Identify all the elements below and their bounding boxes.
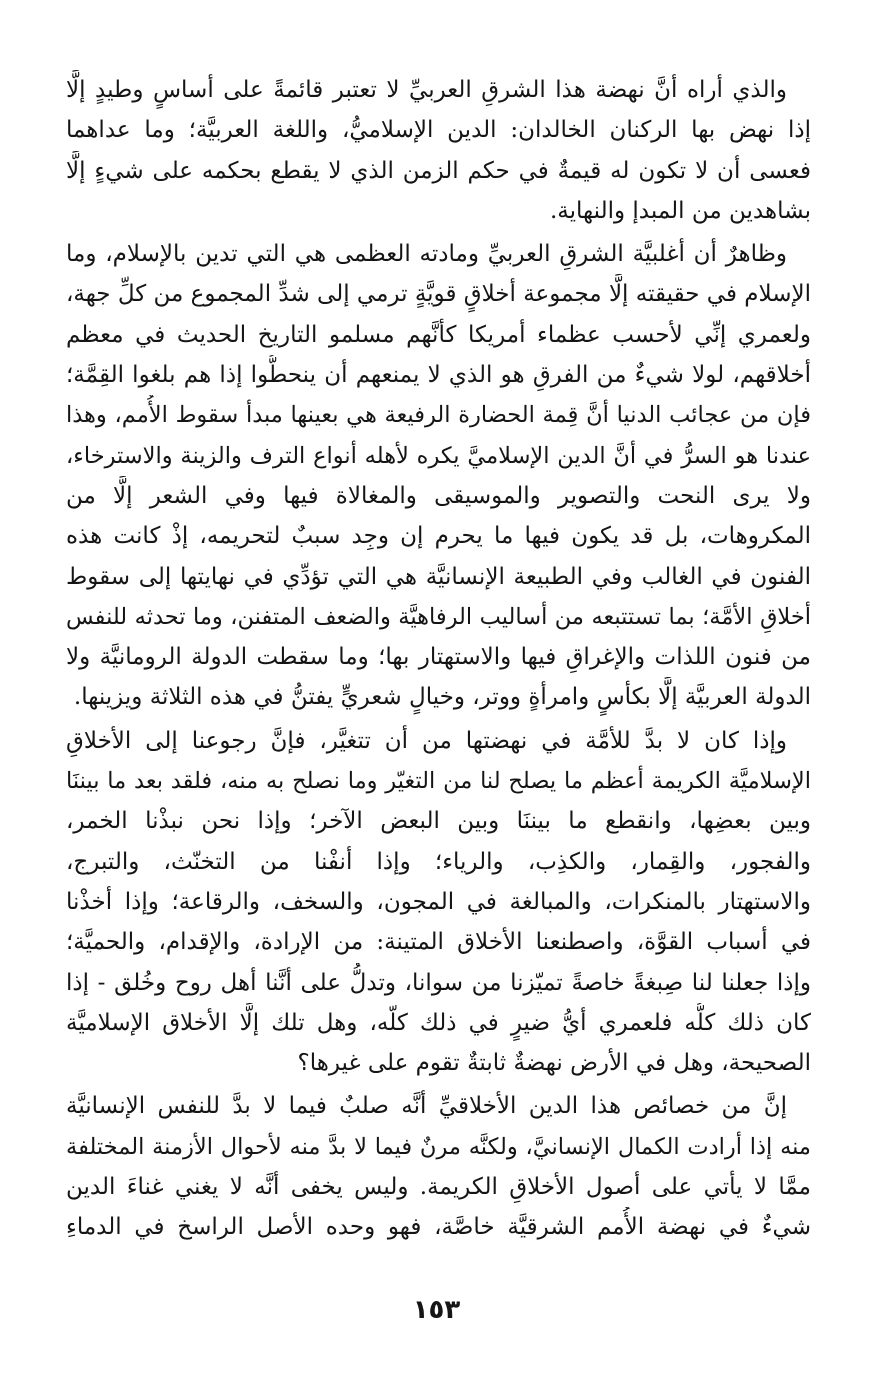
text-line: الإسلاميَّة الكريمة أعظم ما يصلح لنا من التغيّر وما نصلح به منه، فلقد بعد ما بيننَا — [66, 768, 811, 795]
text-line: ولا يرى النحت والتصوير والموسيقى والمغالاة فيها وفي الشعر إلَّا من — [66, 482, 811, 509]
text-line: وظاهرٌ أن أغلبيَّة الشرقِ العربيِّ ومادته العظمى هي التي تدين بالإسلام، وما — [66, 241, 787, 268]
text-line: فعسى أن لا تكون له قيمةٌ في حكم الزمن الذي لا يقطع بحكمه على شيءٍ إلَّا — [66, 157, 811, 184]
text-line: وإذا جعلنا لنا صِبغةً خاصةً تميّزنا من سوانا، وتدلُّ على أنَّنا أهل روح وخُلق - إذا — [66, 969, 811, 996]
text-line: الصحيحة، وهل في الأرض نهضةٌ ثابتةٌ تقوم على غيرها؟ — [297, 1050, 811, 1077]
text-line: عندنا هو السرُّ في أنَّ الدين الإسلاميَّ يكره لأهله أنواع الترف والزينة والاسترخاء، — [66, 442, 811, 469]
text-line: والاستهتار بالمنكرات، والمبالغة في المجون، والسخف، والرقاعة؛ وإذا أخذْنا — [66, 888, 811, 915]
text-line: الإسلام في حقيقته إلَّا مجموعة أخلاقٍ قويَّةٍ ترمي إلى شدِّ المجموع من كلِّ جهة، — [66, 281, 811, 308]
page-number: ١٥٣ — [412, 1295, 461, 1325]
text-line: في أسباب القوَّة، واصطنعنا الأخلاق المتينة: من الإرادة، والإقدام، والحميَّة؛ — [66, 929, 811, 956]
text-line: ممَّا لا يأتي على أصول الأخلاقِ الكريمة. وليس يخفى أنَّه لا يغني غناءَ الدين — [66, 1174, 811, 1201]
text-line: من فنون اللذات والإغراقِ فيها والاستهتار بها؛ وما سقطت الدولة الرومانيَّة ولا — [66, 644, 811, 671]
paragraph-4 — [66, 1086, 811, 1247]
text-line: أخلاقِ الأمَّة؛ بما تستتبعه من أساليب الرفاهيَّة والضعف المتفنن، وما تحدثه للنفس — [66, 603, 811, 630]
text-line: الدولة العربيَّة إلَّا بكأسٍ وامرأةٍ ووتر، وخيالٍ شعريٍّ يفتنُّ في هذه الثلاثة ويزينها. — [73, 684, 811, 711]
text-line: الفنون في الغالب وفي الطبيعة الإنسانيَّة هي التي تؤدِّي في نهايتها إلى سقوط — [66, 563, 811, 590]
body-text — [66, 70, 811, 1251]
paragraph-3 — [66, 721, 811, 1084]
text-line: والذي أراه أنَّ نهضة هذا الشرقِ العربيِّ لا تعتبر قائمةً على أساسٍ وطيدٍ إلَّا — [66, 77, 787, 103]
text-line: إذا نهض بها الركنان الخالدان: الدين الإسلاميُّ، واللغة العربيَّة؛ وما عداهما — [66, 117, 811, 144]
text-line: منه إذا أرادت الكمال الإنسانيَّ، ولكنَّه مرنٌ فيما لا بدَّ منه لأحوال الأزمنة المختلفة — [66, 1133, 811, 1160]
text-line: شيءٌ في نهضة الأُمم الشرقيَّة خاصَّة، فهو وحده الأصل الراسخ في الدماءِ — [66, 1214, 811, 1241]
text-line: ولعمري إنِّي لأحسب عظماء أمريكا كأنَّهم مسلمو التاريخ الحديث في معظم — [66, 321, 811, 348]
text-line: المكروهات، بل قد يكون فيها ما يحرم إن وجِد سببٌ لتحريمه، إذْ كانت هذه — [66, 523, 811, 550]
text-line: والفجور، والقِمار، والكذِب، والرياء؛ وإذا أنفْنا من التخنّث، والتبرج، — [66, 848, 811, 875]
text-line: إنَّ من خصائص هذا الدين الأخلاقيِّ أنَّه صلبٌ فيما لا بدَّ للنفس الإنسانيَّة — [66, 1093, 787, 1120]
text-line: فإن من عجائب الدنيا أنَّ قِمة الحضارة الرفيعة هي بعينها مبدأ سقوط الأُمم، وهذا — [66, 402, 811, 429]
text-line: بشاهدين من المبدإ والنهاية. — [550, 197, 811, 224]
text-line: وإذا كان لا بدَّ للأمَّة في نهضتها من أن تتغيَّر، فإنَّ رجوعنا إلى الأخلاقِ — [66, 727, 787, 754]
text-line: أخلاقهم، لولا شيءٌ من الفرقِ هو الذي لا يمنعهم أن ينحطُّوا إذا هم بلغوا القِمَّة؛ — [66, 362, 811, 389]
paragraph-1 — [66, 70, 811, 231]
text-line: كان ذلك كلُّه فلعمري أيُّ ضيرٍ في ذلك كلّه، وهل تلك إلَّا الأخلاق الإسلاميَّة — [66, 1009, 811, 1036]
paragraph-2 — [66, 234, 811, 718]
text-line: وبين بعضِها، وانقطع ما بيننَا وبين البعض الآخر؛ وإذا نحن نبذْنا الخمر، — [66, 808, 811, 835]
